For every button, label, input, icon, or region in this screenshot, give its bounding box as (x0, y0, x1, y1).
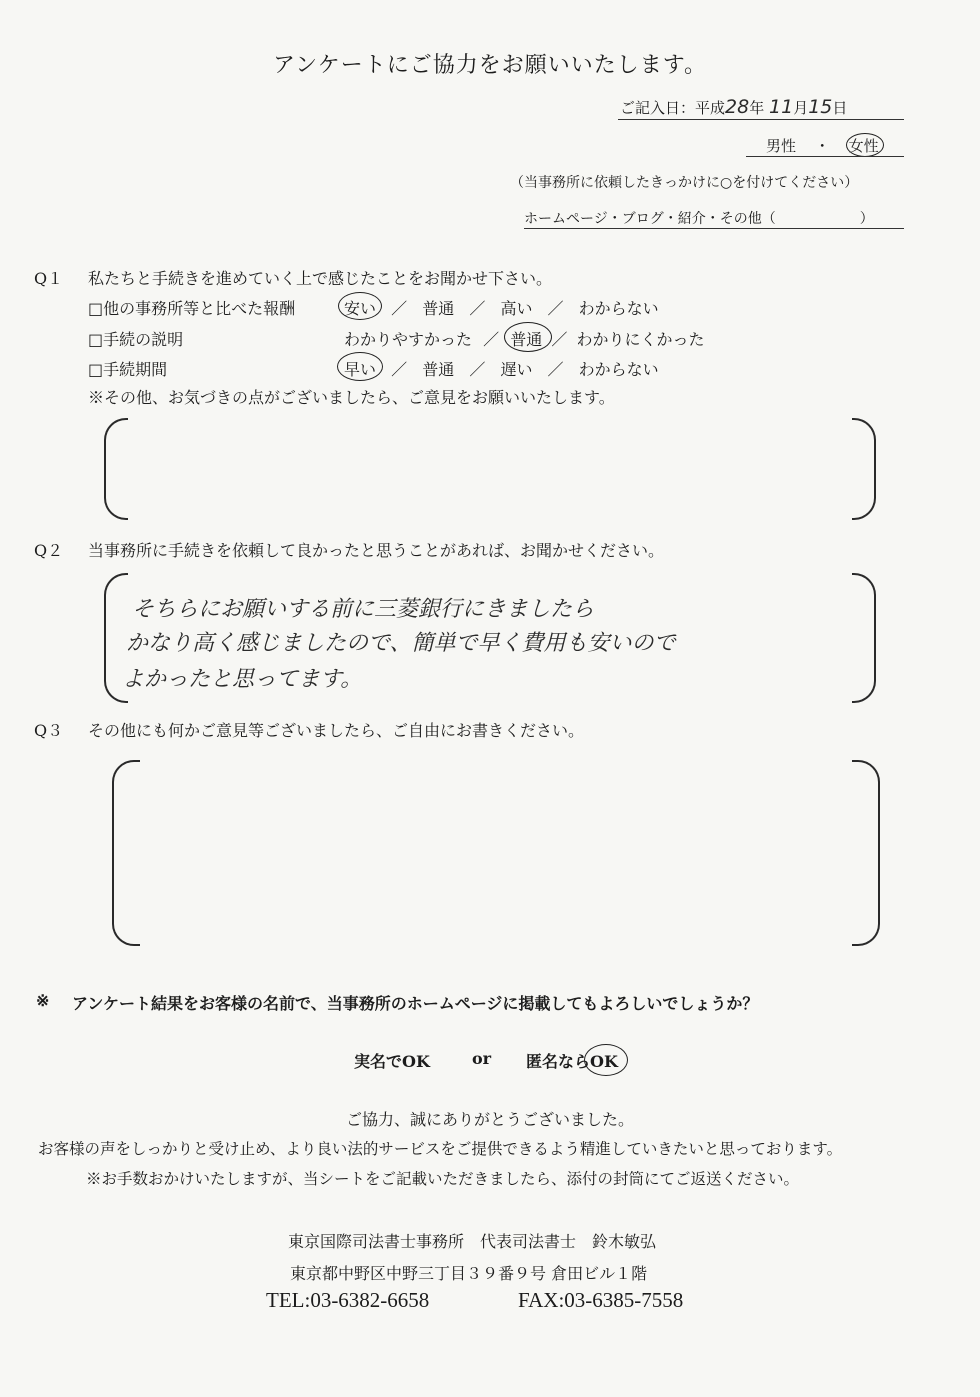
office-address: 東京都中野区中野三丁目３９番９号 倉田ビル１階 (290, 1264, 648, 1283)
date-day[interactable]: 15 (808, 96, 833, 118)
trigger-options[interactable]: ホームページ・ブログ・紹介・その他（ ） (524, 211, 874, 227)
date-underline (618, 119, 904, 120)
office-name: 東京国際司法書士事務所 代表司法書士 鈴木敏弘 (288, 1232, 657, 1251)
bracket-right (852, 418, 876, 520)
q1-period-options (344, 357, 659, 380)
date-year[interactable]: 28 (725, 96, 750, 118)
date-month-unit: 月 (793, 99, 809, 117)
publish-or: or (472, 1049, 492, 1068)
survey-title: アンケートにご協力をお願いいたします。 (273, 53, 707, 78)
explanation-selected-circle (504, 322, 552, 352)
office-fax: FAX:03-6385-7558 (518, 1288, 684, 1312)
closing-line-2: お客様の声をしっかりと受け止め、より良い法的サービスをご提供できるよう精進していきたいと思っております。 (38, 1140, 843, 1158)
gender-male[interactable]: 男性 (766, 137, 797, 155)
q3-question: その他にも何かご意見等ございましたら、ご自由にお書きください。 (88, 721, 585, 740)
q1-item-explanation[interactable]: □手続の説明 (88, 330, 184, 349)
q2-answer-line-2: かなり高く感じましたので、簡単で早く費用も安いので (126, 631, 676, 656)
period-opt-fast[interactable]: 早い (344, 360, 377, 379)
q1-note: ※その他、お気づきの点がございましたら、ご意見をお願いいたします。 (88, 388, 615, 407)
publish-question: アンケート結果をお客様の名前で、当事務所のホームページに掲載してもよろしいでしょうか？ (72, 994, 759, 1013)
trigger-underline (524, 228, 904, 229)
expl-opt-clear[interactable]: わかりやすかった (344, 330, 473, 349)
q2-answer-line-3: よかったと思ってます。 (122, 667, 363, 692)
expl-opt-unclear[interactable]: わかりにくかった (576, 330, 705, 349)
gender-underline (746, 156, 904, 157)
office-tel: TEL:03-6382-6658 (266, 1288, 430, 1312)
date-day-unit: 日 (832, 99, 848, 117)
fee-selected-circle (338, 292, 382, 320)
q1-fee-options (344, 296, 659, 319)
q1-item-period[interactable]: □手続期間 (88, 360, 168, 379)
q1-item-fee[interactable]: □他の事務所等と比べた報酬 (88, 299, 296, 318)
q2-question: 当事務所に手続きを依頼して良かったと思うことがあれば、お聞かせください。 (88, 541, 665, 560)
period-opt-normal[interactable]: 普通 (422, 360, 455, 379)
q2-label: Q２ (34, 541, 64, 560)
publish-selected-circle (584, 1044, 628, 1076)
q3-label: Q３ (34, 721, 64, 740)
date-line (620, 96, 847, 118)
trigger-instruction: （当事務所に依頼したきっかけに○を付けてください） (510, 175, 859, 191)
fee-opt-normal[interactable]: 普通 (422, 299, 455, 318)
date-label: ご記入日：平成 (620, 99, 726, 117)
bracket-right (852, 573, 876, 703)
date-month[interactable]: 11 (769, 96, 794, 118)
publish-opt-anon[interactable]: 匿名ならOK (526, 1052, 618, 1071)
publish-opt-real[interactable]: 実名でOK (354, 1052, 430, 1071)
sep: ／ (469, 360, 486, 379)
publish-mark: ※ (36, 991, 50, 1010)
sep: ／ (391, 299, 408, 318)
sep: ／ (551, 330, 568, 349)
gender-sep: ・ (814, 137, 830, 155)
sep: ／ (391, 360, 408, 379)
bracket-left (104, 418, 128, 520)
gender-selected-circle (846, 133, 884, 157)
closing-line-3: ※お手数おかけいたしますが、当シートをご記載いただきましたら、添付の封筒にてご返送ください。 (86, 1170, 800, 1188)
gender-female[interactable]: 女性 (848, 137, 879, 155)
sep: ／ (469, 299, 486, 318)
period-opt-unknown[interactable]: わからない (578, 360, 659, 379)
expl-opt-normal[interactable]: 普通 (510, 330, 543, 349)
date-year-unit: 年 (749, 99, 765, 117)
q1-label: Q１ (34, 269, 64, 288)
closing-thanks: ご協力、誠にありがとうございました。 (345, 1110, 634, 1129)
sep: ／ (547, 299, 564, 318)
fee-opt-unknown[interactable]: わからない (578, 299, 659, 318)
sep: ／ (547, 360, 564, 379)
bracket-left (112, 760, 140, 946)
period-selected-circle (337, 352, 383, 381)
bracket-right (852, 760, 880, 946)
period-opt-slow[interactable]: 遅い (500, 360, 533, 379)
q1-question: 私たちと手続きを進めていく上で感じたことをお聞かせ下さい。 (88, 269, 553, 288)
q2-answer-line-1: そちらにお願いする前に三菱銀行にきましたら (132, 597, 595, 622)
fee-opt-high[interactable]: 高い (500, 299, 533, 318)
sep: ／ (483, 330, 500, 349)
fee-opt-cheap[interactable]: 安い (344, 299, 377, 318)
